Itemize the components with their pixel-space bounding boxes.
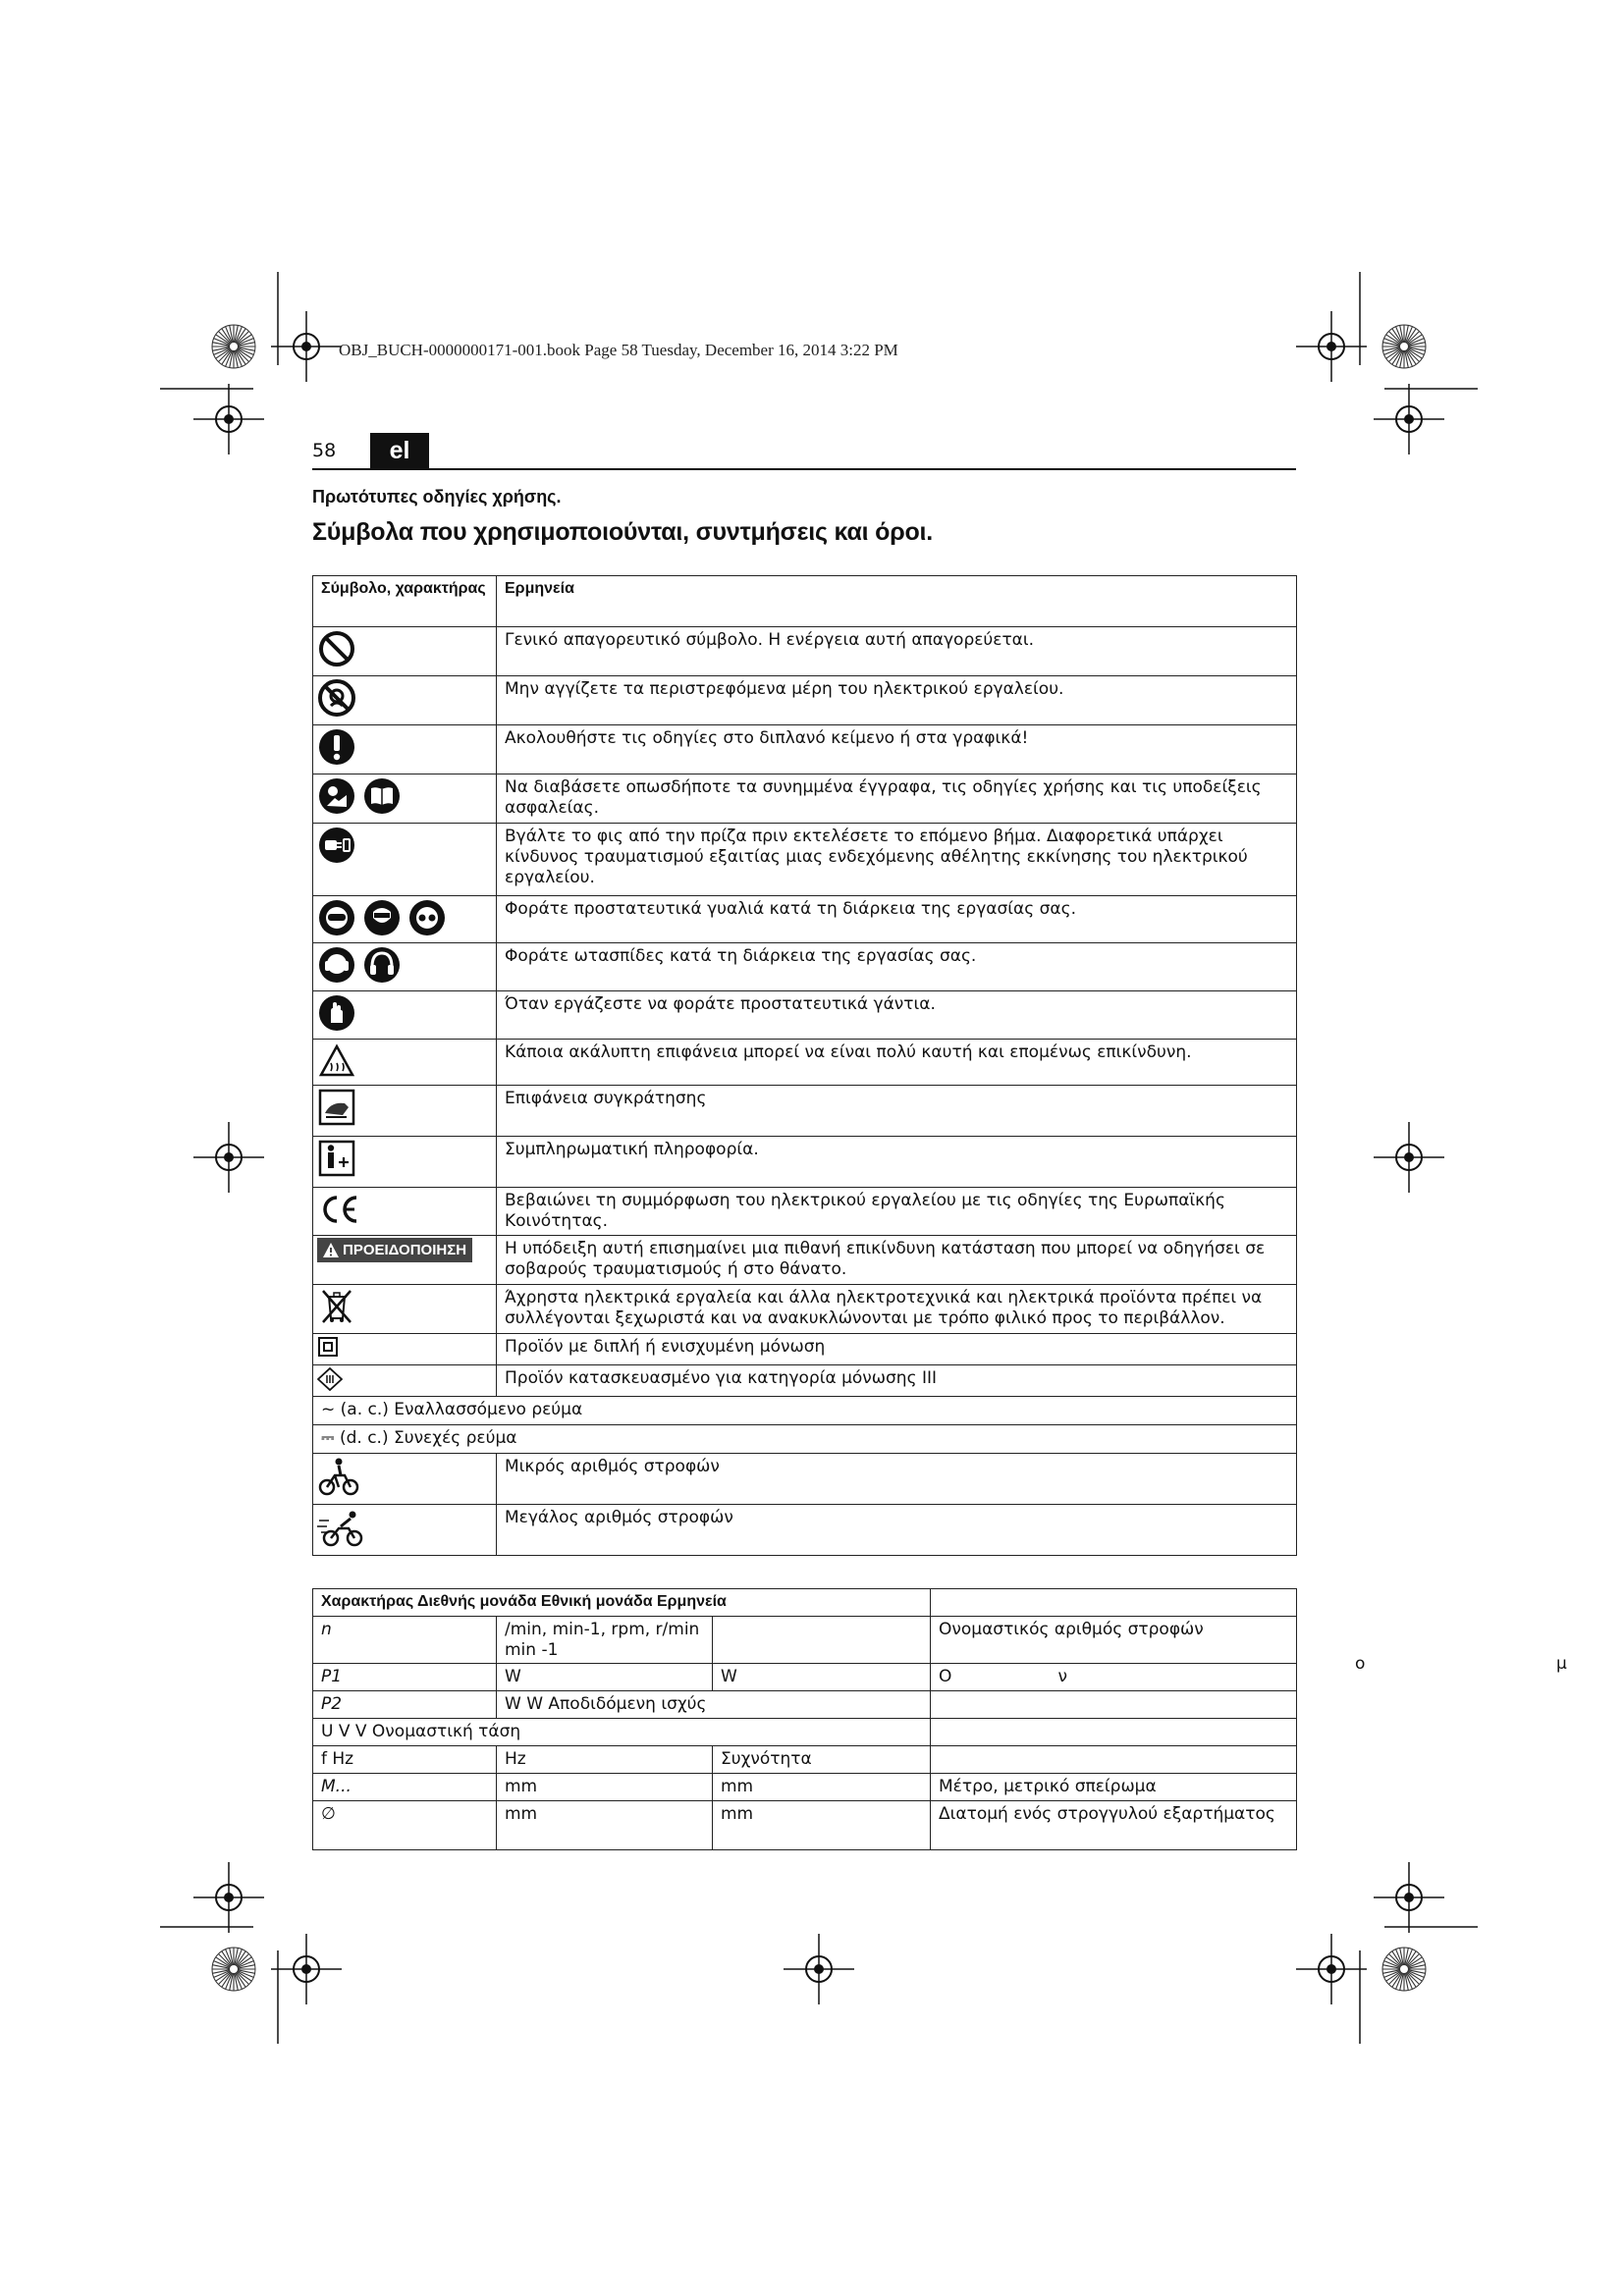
table-row bbox=[313, 991, 1297, 1040]
cell bbox=[713, 1617, 931, 1664]
prohibition-icon bbox=[317, 629, 356, 668]
cell: W W Αποδιδόμενη ισχύς bbox=[497, 1691, 931, 1719]
row-text: Μικρός αριθμός στροφών bbox=[497, 1454, 1297, 1505]
cell: Μέτρο, μετρικό σπείρωμα bbox=[931, 1774, 1297, 1801]
language-tag: el bbox=[370, 433, 429, 468]
manual-book-icon bbox=[362, 776, 402, 816]
cell bbox=[931, 1691, 1297, 1719]
table-row bbox=[313, 1236, 1297, 1285]
cell: M... bbox=[313, 1774, 497, 1801]
slow-speed-cyclist-icon bbox=[317, 1456, 362, 1497]
row-text: Συμπληρωματική πληροφορία. bbox=[497, 1137, 1297, 1188]
column-header: Ερμηνεία bbox=[497, 576, 1297, 627]
cell: O ν bbox=[931, 1664, 1297, 1691]
cell bbox=[931, 1746, 1297, 1774]
info-plus-icon bbox=[317, 1139, 356, 1178]
table-row bbox=[313, 774, 1297, 824]
table-row bbox=[313, 1505, 1297, 1556]
no-touch-rotating-parts-icon bbox=[317, 678, 356, 718]
cell: P1 bbox=[313, 1664, 497, 1691]
ce-mark-icon bbox=[317, 1190, 360, 1229]
ear-protection-icon bbox=[317, 945, 356, 985]
table-row bbox=[313, 1365, 1297, 1397]
table-row bbox=[313, 1086, 1297, 1137]
cell: Διατομή ενός στρογγυλού εξαρτήματος bbox=[931, 1801, 1297, 1850]
table-row bbox=[313, 1617, 1297, 1664]
goggles-icon bbox=[317, 898, 356, 937]
cell: /min, min-1, rpm, r/min min -1 bbox=[497, 1617, 713, 1664]
ear-muffs-icon bbox=[362, 945, 402, 985]
row-text: Η υπόδειξη αυτή επισημαίνει μια πιθανή επικίνδυνη κατάσταση που μπορεί να οδηγήσει σε σοβαρούς τραυματισμούς ή στο θάνατο. bbox=[497, 1236, 1297, 1285]
section-title: Σύμβολα που χρησιμοποιούνται, συντμήσεις και όροι. bbox=[312, 518, 934, 546]
table-row bbox=[313, 627, 1297, 676]
row-text: Να διαβάσετε οπωσδήποτε τα συνημμένα έγγραφα, τις οδηγίες χρήσης και τις υποδείξεις ασφαλείας. bbox=[497, 774, 1297, 824]
row-text: Προϊόν με διπλή ή ενισχυμένη μόνωση bbox=[497, 1334, 1297, 1365]
stray-char: μ bbox=[1556, 1654, 1567, 1674]
table-row bbox=[313, 725, 1297, 774]
table-row bbox=[313, 1285, 1297, 1334]
table-row bbox=[313, 1664, 1297, 1691]
cell bbox=[931, 1719, 1297, 1746]
cell: Hz bbox=[497, 1746, 713, 1774]
row-text: Γενικό απαγορευτικό σύμβολο. Η ενέργεια αυτή απαγορεύεται. bbox=[497, 627, 1297, 676]
fast-speed-cyclist-icon bbox=[317, 1507, 366, 1548]
row-text: Φοράτε ωτασπίδες κατά τη διάρκεια της εργασίας σας. bbox=[497, 943, 1297, 991]
weee-bin-icon bbox=[317, 1287, 356, 1326]
cell: n bbox=[313, 1617, 497, 1664]
face-shield-icon bbox=[362, 898, 402, 937]
header-rule bbox=[312, 468, 1296, 470]
units-table bbox=[312, 1588, 1297, 1850]
class-iii-icon bbox=[317, 1367, 343, 1391]
cell: f Hz bbox=[313, 1746, 497, 1774]
table-row bbox=[313, 1137, 1297, 1188]
row-text: Βγάλτε το φις από την πρίζα πριν εκτελέσετε το επόμενο βήμα. Διαφορετικά υπάρχει κίνδυνος τραυματισμού εξαιτίας μιας ενδεχόμενης αθέλητης εκκίνησης του ηλεκτρικού εργαλείου. bbox=[497, 824, 1297, 896]
book-meta: OBJ_BUCH-0000000171-001.book Page 58 Tuesday, December 16, 2014 3:22 PM bbox=[339, 341, 898, 359]
row-text: Άχρηστα ηλεκτρικά εργαλεία και άλλα ηλεκτροτεχνικά και ηλεκτρικά προϊόντα πρέπει να συλλέγονται ξεχωριστά και να ανακυκλώνονται με τρόπο φιλικό προς το περιβάλλον. bbox=[497, 1285, 1297, 1334]
table-row bbox=[313, 1691, 1297, 1719]
warning-label bbox=[317, 1238, 472, 1262]
mandatory-exclamation-icon bbox=[317, 727, 356, 767]
cell: W bbox=[497, 1664, 713, 1691]
table-row bbox=[313, 1774, 1297, 1801]
row-text: Προϊόν κατασκευασμένο για κατηγορία μόνωσης III bbox=[497, 1365, 1297, 1397]
table-row bbox=[313, 1719, 1297, 1746]
cell: P2 bbox=[313, 1691, 497, 1719]
table-row bbox=[313, 1746, 1297, 1774]
cell: mm bbox=[713, 1774, 931, 1801]
table-row bbox=[313, 824, 1297, 896]
column-header: Χαρακτήρας Διεθνής μονάδα Εθνική μονάδα Ερμηνεία bbox=[313, 1589, 931, 1617]
unplug-icon bbox=[317, 826, 356, 865]
table-row bbox=[313, 896, 1297, 943]
gloves-icon bbox=[317, 993, 356, 1033]
read-manual-icon bbox=[317, 776, 356, 816]
table-row bbox=[313, 1425, 1297, 1454]
page-number: 58 bbox=[312, 440, 337, 461]
doc-subtitle: Πρωτότυπες οδηγίες χρήσης. bbox=[312, 487, 562, 507]
cell: mm bbox=[497, 1774, 713, 1801]
warning-label-text: ΠΡΟΕΙΔΟΠΟΙΗΣΗ bbox=[343, 1242, 467, 1258]
stray-char: o bbox=[1355, 1654, 1366, 1674]
double-insulation-icon bbox=[317, 1336, 339, 1358]
row-text: Ακολουθήστε τις οδηγίες στο διπλανό κείμενο ή στα γραφικά! bbox=[497, 725, 1297, 774]
cell: ∅ bbox=[313, 1801, 497, 1850]
row-text: Επιφάνεια συγκράτησης bbox=[497, 1086, 1297, 1137]
table-row bbox=[313, 1188, 1297, 1236]
hot-surface-warning-icon bbox=[317, 1041, 356, 1081]
cell: Ονομαστικός αριθμός στροφών bbox=[931, 1617, 1297, 1664]
table-row bbox=[313, 1334, 1297, 1365]
safety-glasses-icon bbox=[407, 898, 447, 937]
row-text: Όταν εργάζεστε να φοράτε προστατευτικά γάντια. bbox=[497, 991, 1297, 1040]
row-text: Μην αγγίζετε τα περιστρεφόμενα μέρη του ηλεκτρικού εργαλείου. bbox=[497, 676, 1297, 725]
table-header-row bbox=[313, 576, 1297, 627]
grip-surface-icon bbox=[317, 1088, 356, 1127]
row-text: ⎓ (d. c.) Συνεχές ρεύμα bbox=[313, 1425, 1297, 1454]
table-row bbox=[313, 1801, 1297, 1850]
row-text: Κάποια ακάλυπτη επιφάνεια μπορεί να είναι πολύ καυτή και επομένως επικίνδυνη. bbox=[497, 1040, 1297, 1086]
table-row bbox=[313, 943, 1297, 991]
table-row bbox=[313, 676, 1297, 725]
warning-triangle-icon bbox=[323, 1243, 339, 1257]
table-row bbox=[313, 1397, 1297, 1425]
row-text: Βεβαιώνει τη συμμόρφωση του ηλεκτρικού εργαλείου με τις οδηγίες της Ευρωπαϊκής Κοινότητας. bbox=[497, 1188, 1297, 1236]
row-text: Φοράτε προστατευτικά γυαλιά κατά τη διάρκεια της εργασίας σας. bbox=[497, 896, 1297, 943]
table-row bbox=[313, 1454, 1297, 1505]
cell: W bbox=[713, 1664, 931, 1691]
column-header: Σύμβολο, χαρακτήρας bbox=[313, 576, 497, 627]
symbols-table bbox=[312, 575, 1297, 1556]
cell: Συχνότητα bbox=[713, 1746, 931, 1774]
column-header bbox=[931, 1589, 1297, 1617]
cell: U V V Ονομαστική τάση bbox=[313, 1719, 931, 1746]
row-text: Μεγάλος αριθμός στροφών bbox=[497, 1505, 1297, 1556]
table-row bbox=[313, 1040, 1297, 1086]
row-text: ~ (a. c.) Εναλλασσόμενο ρεύμα bbox=[313, 1397, 1297, 1425]
table-header-row bbox=[313, 1589, 1297, 1617]
cell: mm bbox=[497, 1801, 713, 1850]
cell: mm bbox=[713, 1801, 931, 1850]
